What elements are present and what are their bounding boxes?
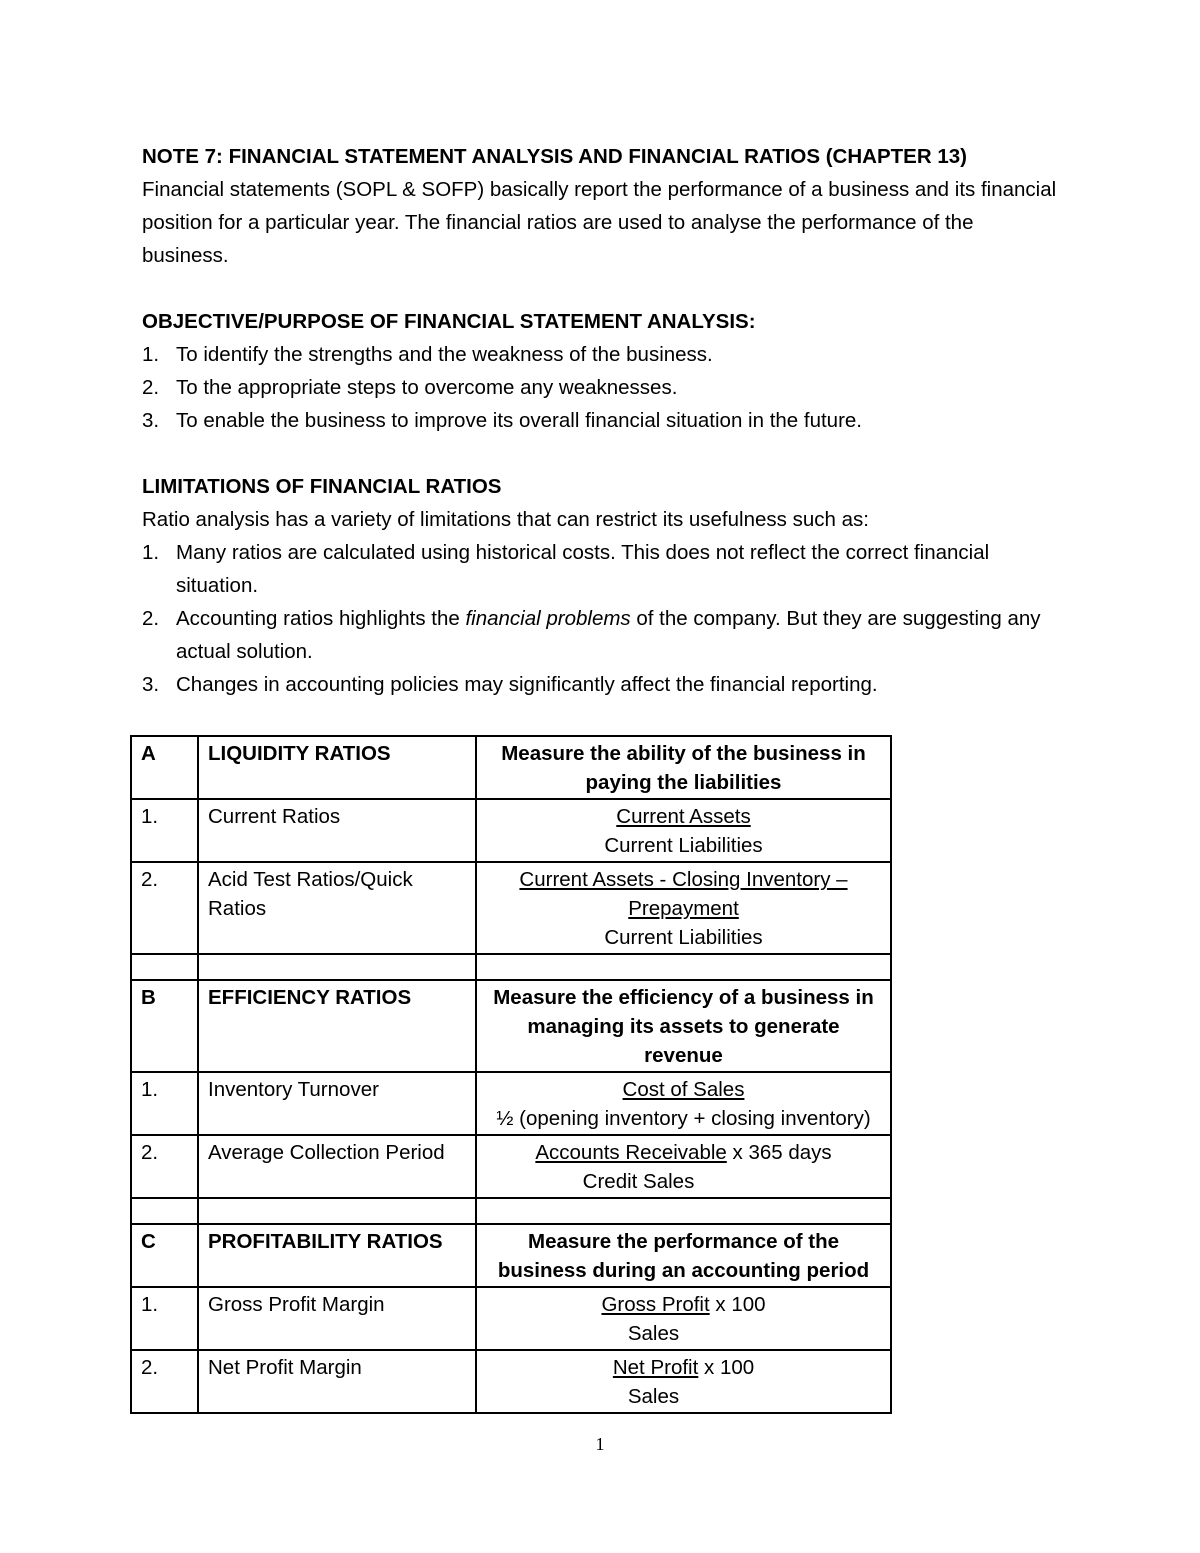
- table-row: 1. Inventory Turnover Cost of Sales ½ (opening inventory + closing inventory): [131, 1072, 891, 1135]
- ratio-name: Gross Profit Margin: [198, 1287, 476, 1350]
- list-item: 3. To enable the business to improve its overall financial situation in the future.: [142, 409, 862, 432]
- table-row: 2. Average Collection Period Accounts Receivable x 365 days Credit Sales: [131, 1135, 891, 1198]
- ratio-formula: [476, 1350, 891, 1413]
- limitations-heading: LIMITATIONS OF FINANCIAL RATIOS: [142, 475, 502, 498]
- list-item: 3. Changes in accounting policies may significantly affect the financial reporting.: [142, 673, 878, 696]
- formula-numerator: Prepayment: [628, 897, 739, 920]
- table-row-empty: [131, 954, 891, 980]
- ratio-formula: [476, 1287, 891, 1350]
- page-number: 1: [595, 1434, 605, 1454]
- page-title: NOTE 7: FINANCIAL STATEMENT ANALYSIS AND FINANCIAL RATIOS (CHAPTER 13): [142, 145, 967, 168]
- section-description: Measure the ability of the business in paying the liabilities: [476, 736, 891, 799]
- formula-numerator: Cost of Sales: [622, 1078, 745, 1101]
- section-letter: C: [131, 1224, 198, 1287]
- ratios-table: [130, 735, 892, 1414]
- limitations-intro: Ratio analysis has a variety of limitations that can restrict its usefulness such as:: [142, 508, 869, 531]
- table-row-empty: [131, 1198, 891, 1224]
- formula-denominator: Sales: [627, 1322, 680, 1345]
- formula-numerator: Gross Profit: [601, 1293, 710, 1316]
- formula-denominator: Current Liabilities: [604, 834, 763, 857]
- formula-denominator: Credit Sales: [582, 1170, 695, 1193]
- section-description: Measure the performance of the business during an accounting period: [476, 1224, 891, 1287]
- formula-denominator: Current Liabilities: [604, 926, 763, 949]
- table-row: 2. Acid Test Ratios/Quick Ratios Current Assets - Closing Inventory – Prepayment Current Liabilities: [131, 862, 891, 954]
- ratio-name: Current Ratios: [198, 799, 476, 862]
- formula-denominator: ½ (opening inventory + closing inventory): [496, 1107, 871, 1130]
- table-row: [131, 736, 891, 799]
- formula-numerator: Current Assets: [616, 805, 751, 828]
- ratio-formula: [476, 862, 891, 954]
- ratio-formula: [476, 1072, 891, 1135]
- table-row: [131, 1224, 891, 1287]
- intro-paragraph: Financial statements (SOPL & SOFP) basically report the performance of a business and its financial position for a particular year. The financial ratios are used to analyse the performance of the business.: [142, 178, 1057, 267]
- table-row: 1. Gross Profit Margin Gross Profit x 100 Sales: [131, 1287, 891, 1350]
- body-text: [142, 140, 1062, 701]
- formula-multiplier: x 365 days: [726, 1141, 832, 1164]
- table-row: [131, 980, 891, 1072]
- formula-numerator: Accounts Receivable: [535, 1141, 727, 1164]
- list-item: 1. To identify the strengths and the weakness of the business.: [142, 343, 713, 366]
- ratio-formula: [476, 799, 891, 862]
- ratio-name: Average Collection Period: [198, 1135, 476, 1198]
- formula-numerator: Net Profit: [612, 1356, 699, 1379]
- formula-multiplier: x 100: [698, 1356, 755, 1379]
- ratio-formula: [476, 1135, 891, 1198]
- table-row: 2. Net Profit Margin Net Profit x 100 Sales: [131, 1350, 891, 1413]
- ratio-name: Net Profit Margin: [198, 1350, 476, 1413]
- list-item: 1. Many ratios are calculated using historical costs. This does not reflect the correct financial situation.: [142, 541, 990, 597]
- list-item: 2. To the appropriate steps to overcome any weaknesses.: [142, 376, 678, 399]
- table-row: 1. Current Ratios Current Assets Current Liabilities: [131, 799, 891, 862]
- objective-list: [142, 338, 1062, 437]
- limitations-list: [142, 536, 1062, 701]
- section-name: EFFICIENCY RATIOS: [198, 980, 476, 1072]
- formula-numerator: Current Assets - Closing Inventory –: [519, 868, 848, 891]
- ratio-name: Acid Test Ratios/Quick Ratios: [198, 862, 476, 954]
- section-name: PROFITABILITY RATIOS: [198, 1224, 476, 1287]
- section-name: LIQUIDITY RATIOS: [198, 736, 476, 799]
- ratio-name: Inventory Turnover: [198, 1072, 476, 1135]
- list-item: 2. Accounting ratios highlights the financial problems of the company. But they are suggesting any actual solution.: [142, 607, 1041, 663]
- section-letter: B: [131, 980, 198, 1072]
- formula-multiplier: x 100: [709, 1293, 766, 1316]
- formula-denominator: Sales: [627, 1385, 680, 1408]
- section-letter: A: [131, 736, 198, 799]
- objective-heading: OBJECTIVE/PURPOSE OF FINANCIAL STATEMENT ANALYSIS:: [142, 310, 756, 333]
- section-description: Measure the efficiency of a business in managing its assets to generate revenue: [476, 980, 891, 1072]
- italic-phrase: financial problems: [465, 607, 631, 630]
